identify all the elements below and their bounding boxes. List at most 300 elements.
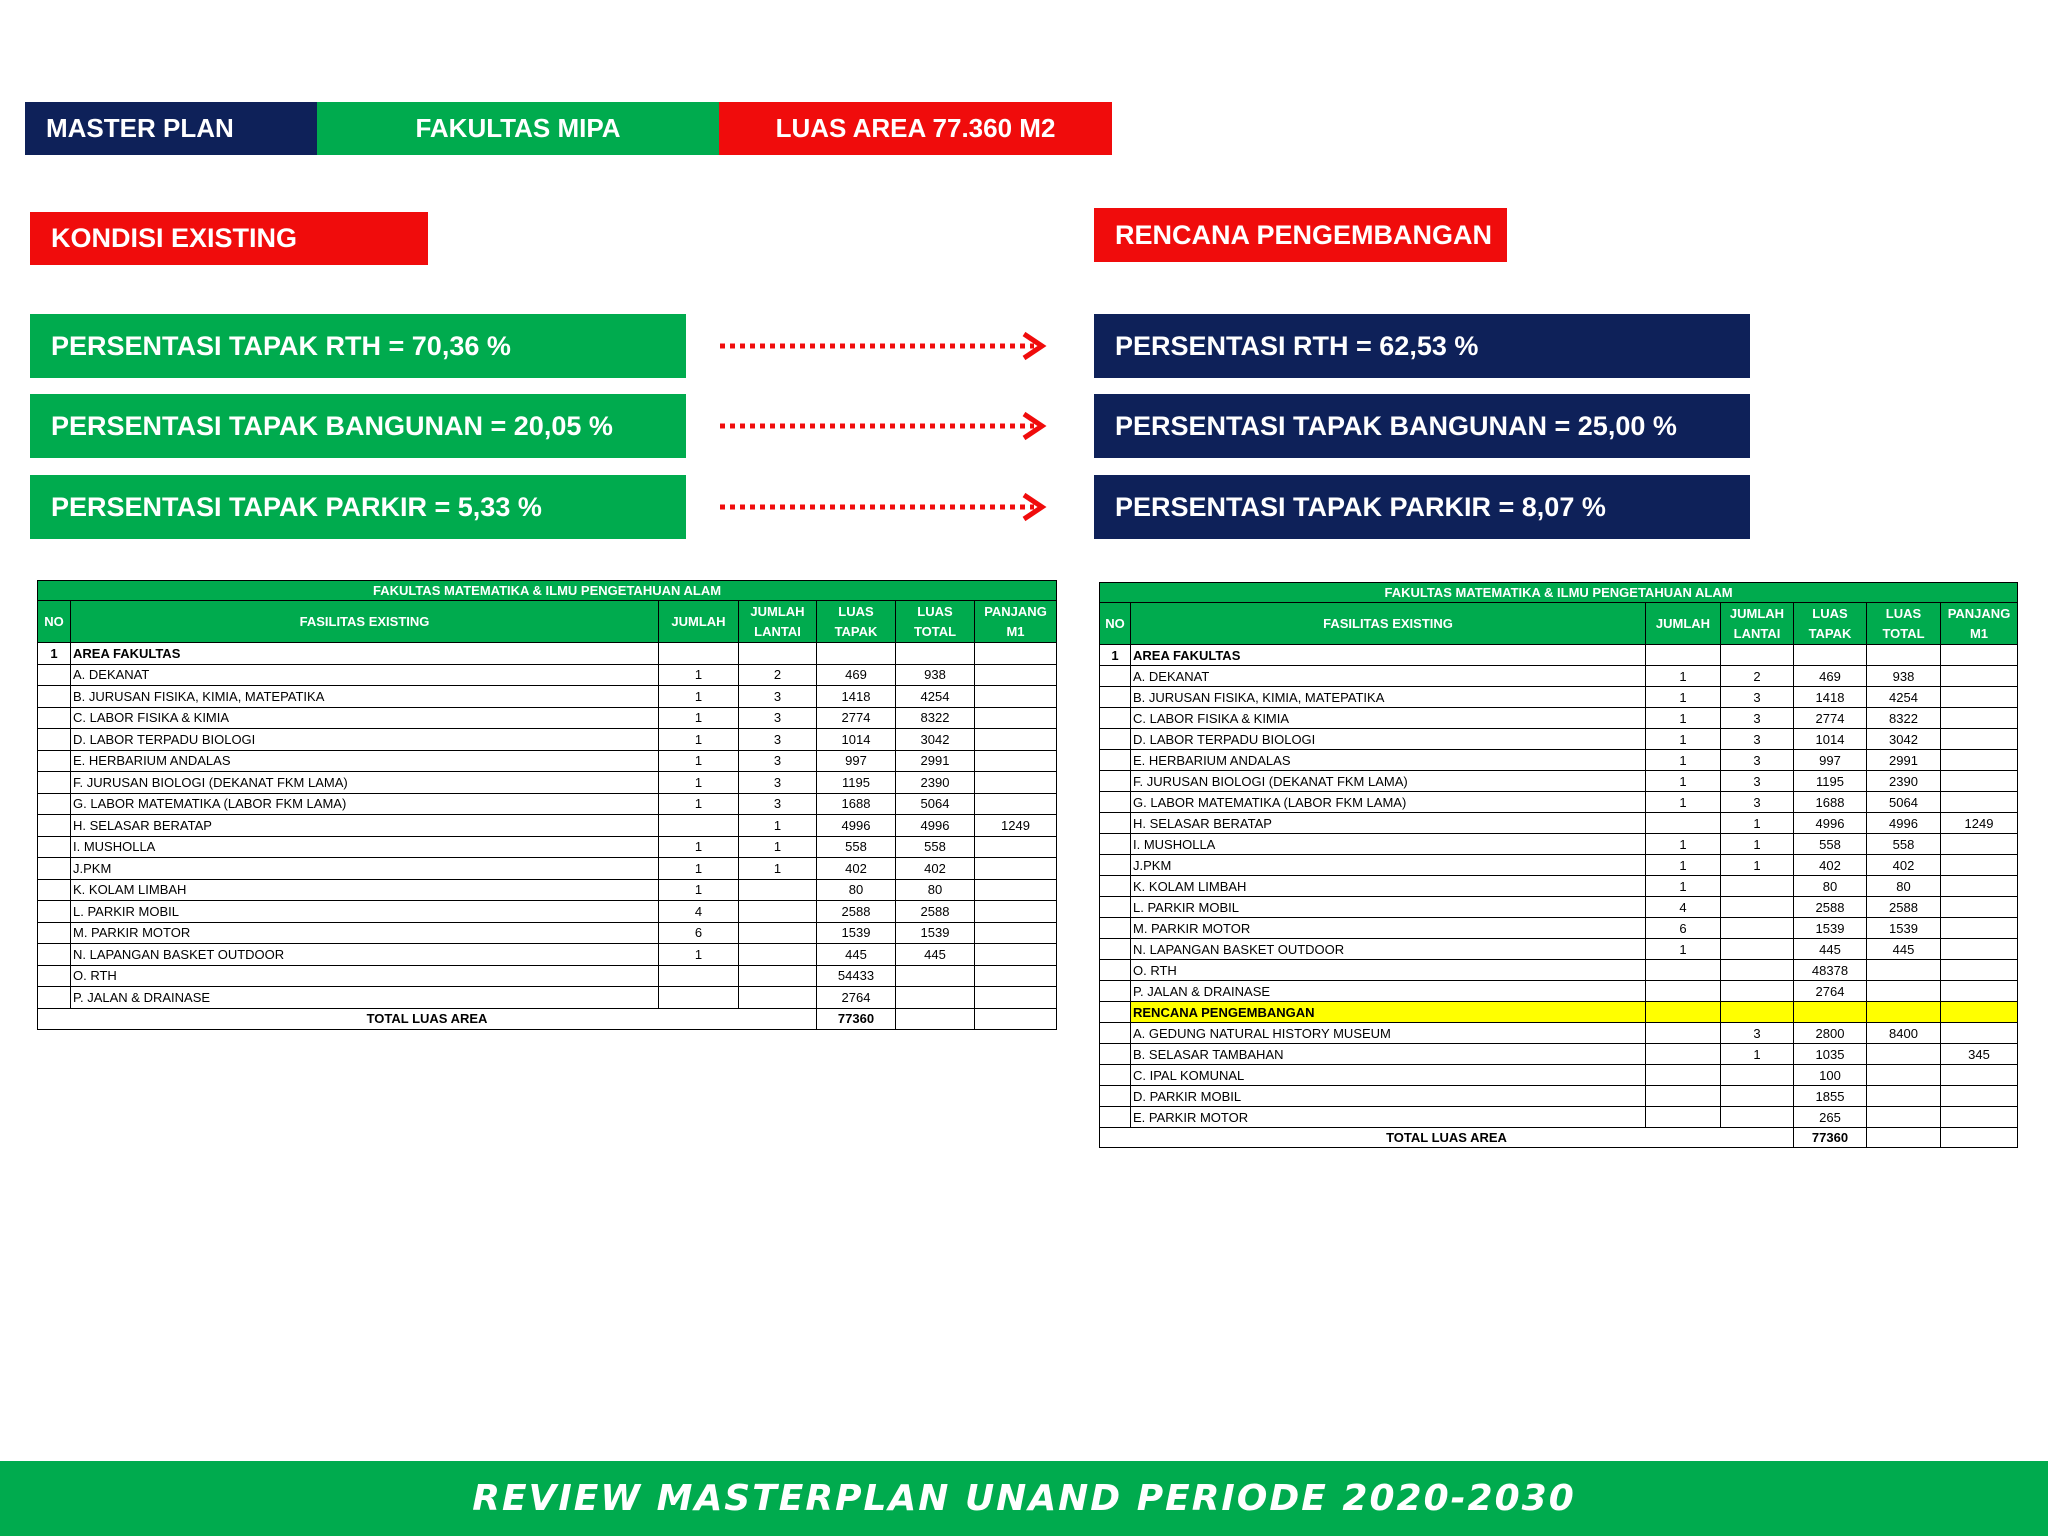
table-cell: 938 (1867, 666, 1941, 687)
table-cell: 558 (817, 836, 896, 858)
table-cell (1941, 645, 2018, 666)
table-cell: 3042 (1867, 729, 1941, 750)
table-cell (1646, 645, 1721, 666)
facility-name: A. DEKANAT (71, 664, 659, 686)
table-cell (975, 879, 1057, 901)
column-header: JUMLAH LANTAI (1721, 603, 1794, 645)
table-cell (1100, 1086, 1131, 1107)
existing-stat-parkir: PERSENTASI TAPAK PARKIR = 5,33 % (30, 475, 686, 539)
table-cell: 2390 (896, 772, 975, 794)
plan-stat-parkir: PERSENTASI TAPAK PARKIR = 8,07 % (1094, 475, 1750, 539)
table-cell (38, 750, 71, 772)
table-cell: 4996 (896, 815, 975, 837)
facility-name: G. LABOR MATEMATIKA (LABOR FKM LAMA) (1131, 792, 1646, 813)
table-cell (38, 922, 71, 944)
existing-section-label: KONDISI EXISTING (30, 212, 428, 265)
table-cell: 445 (896, 944, 975, 966)
table-cell (1100, 834, 1131, 855)
facility-name: RENCANA PENGEMBANGAN (1131, 1002, 1646, 1023)
facility-name: J.PKM (71, 858, 659, 880)
table-cell: 3 (1721, 729, 1794, 750)
facility-name: M. PARKIR MOTOR (1131, 918, 1646, 939)
table-cell (896, 965, 975, 987)
table-row (1100, 834, 2018, 855)
table-cell (1794, 1002, 1867, 1023)
table-cell: 4996 (1867, 813, 1941, 834)
table-cell: 1 (659, 707, 739, 729)
table-cell (38, 686, 71, 708)
table-cell: 8400 (1867, 1023, 1941, 1044)
table-cell (38, 793, 71, 815)
table-cell: 558 (1867, 834, 1941, 855)
table-cell: 1 (659, 793, 739, 815)
table-cell: 2991 (1867, 750, 1941, 771)
table-row (1100, 750, 2018, 771)
table-cell: 3042 (896, 729, 975, 751)
table-cell: 997 (1794, 750, 1867, 771)
table-cell (1721, 645, 1794, 666)
table-row (1100, 1002, 2018, 1023)
table-cell (975, 664, 1057, 686)
table-cell (1646, 960, 1721, 981)
table-row (38, 686, 1057, 708)
table-cell (975, 729, 1057, 751)
table-cell: 2588 (817, 901, 896, 923)
table-cell: 1035 (1794, 1044, 1867, 1065)
table-cell (1941, 792, 2018, 813)
column-header: JUMLAH (659, 601, 739, 643)
table-cell (1867, 981, 1941, 1002)
table-cell: 2774 (817, 707, 896, 729)
table-cell: 2588 (1867, 897, 1941, 918)
table-cell (38, 707, 71, 729)
table-cell: 1 (1646, 729, 1721, 750)
table-row (38, 729, 1057, 751)
table-cell: 1855 (1794, 1086, 1867, 1107)
table-cell (1100, 1065, 1131, 1086)
table-cell (1100, 750, 1131, 771)
table-cell: 54433 (817, 965, 896, 987)
table-row (1100, 729, 2018, 750)
table-cell (1941, 1065, 2018, 1086)
table-cell (1646, 1023, 1721, 1044)
table-cell (1100, 1107, 1131, 1128)
table-cell: 1 (1646, 708, 1721, 729)
table-row (38, 750, 1057, 772)
facility-name: K. KOLAM LIMBAH (71, 879, 659, 901)
table-row (1100, 645, 2018, 666)
table-cell (1941, 897, 2018, 918)
table-cell: 4254 (1867, 687, 1941, 708)
table-cell: 445 (1794, 939, 1867, 960)
facility-name: D. LABOR TERPADU BIOLOGI (1131, 729, 1646, 750)
table-cell (1721, 939, 1794, 960)
table-cell (739, 922, 817, 944)
column-header: PANJANG M1 (975, 601, 1057, 643)
table-cell (975, 858, 1057, 880)
arrow-right-icon (718, 406, 1048, 446)
table-row (1100, 1086, 2018, 1107)
table-cell: 1 (659, 879, 739, 901)
table-cell: 1 (1100, 645, 1131, 666)
table-row (1100, 918, 2018, 939)
table-row (38, 987, 1057, 1009)
facility-name: C. LABOR FISIKA & KIMIA (71, 707, 659, 729)
table-cell: 402 (1867, 855, 1941, 876)
table-cell (1100, 918, 1131, 939)
table-cell: 2390 (1867, 771, 1941, 792)
table-cell (975, 686, 1057, 708)
table-cell (38, 772, 71, 794)
table-cell: 4 (1646, 897, 1721, 918)
table-cell: 402 (1794, 855, 1867, 876)
table-cell: 80 (817, 879, 896, 901)
facility-name: A. DEKANAT (1131, 666, 1646, 687)
table-cell: 1 (1646, 939, 1721, 960)
table-row (1100, 792, 2018, 813)
table-cell: 2991 (896, 750, 975, 772)
table-cell (1941, 939, 2018, 960)
table-cell (659, 965, 739, 987)
table-cell (1941, 834, 2018, 855)
table-cell: 1 (659, 858, 739, 880)
table-cell (739, 965, 817, 987)
plan-section-label: RENCANA PENGEMBANGAN (1094, 208, 1507, 262)
table-cell (1941, 918, 2018, 939)
table-cell: 1 (1646, 750, 1721, 771)
table-cell (1100, 855, 1131, 876)
table-row (38, 922, 1057, 944)
plan-stat-rth: PERSENTASI RTH = 62,53 % (1094, 314, 1750, 378)
table-cell: 1 (1646, 687, 1721, 708)
table-cell (1721, 1002, 1794, 1023)
table-cell (38, 836, 71, 858)
table-cell: 2774 (1794, 708, 1867, 729)
facility-name: I. MUSHOLLA (71, 836, 659, 858)
table-cell (1867, 1107, 1941, 1128)
table-cell (1100, 771, 1131, 792)
table-row (38, 965, 1057, 987)
table-cell (1100, 939, 1131, 960)
table-cell (975, 836, 1057, 858)
table-cell (1941, 729, 2018, 750)
table-cell (1867, 1044, 1941, 1065)
table-row (1100, 855, 2018, 876)
table-cell: 3 (739, 793, 817, 815)
table-cell: 8322 (1867, 708, 1941, 729)
table-cell: 1 (1646, 855, 1721, 876)
facility-name: C. LABOR FISIKA & KIMIA (1131, 708, 1646, 729)
table-row (1100, 939, 2018, 960)
table-cell (1941, 708, 2018, 729)
table-cell: 3 (1721, 1023, 1794, 1044)
table-cell (1941, 687, 2018, 708)
table-cell (1100, 792, 1131, 813)
total-value: 77360 (817, 1008, 896, 1029)
facility-name: L. PARKIR MOBIL (71, 901, 659, 923)
table-cell: 1 (1721, 1044, 1794, 1065)
facility-name: E. PARKIR MOTOR (1131, 1107, 1646, 1128)
table-cell: 558 (1794, 834, 1867, 855)
table-row (1100, 897, 2018, 918)
table-cell: 1 (659, 772, 739, 794)
table-cell: 48378 (1794, 960, 1867, 981)
table-cell: 6 (659, 922, 739, 944)
area-label: LUAS AREA 77.360 M2 (719, 102, 1112, 155)
column-header: LUAS TAPAK (1794, 603, 1867, 645)
facility-name: P. JALAN & DRAINASE (71, 987, 659, 1009)
footer-banner (0, 1461, 2048, 1536)
table-cell: 80 (1794, 876, 1867, 897)
table-row (1100, 1044, 2018, 1065)
table-cell: 5064 (1867, 792, 1941, 813)
table-cell (38, 987, 71, 1009)
table-cell (1646, 813, 1721, 834)
table-cell (1721, 960, 1794, 981)
table-cell (739, 901, 817, 923)
table-row (38, 664, 1057, 686)
table-cell: 3 (1721, 687, 1794, 708)
table-cell: 4 (659, 901, 739, 923)
table-cell (1941, 666, 2018, 687)
column-header: LUAS TAPAK (817, 601, 896, 643)
table-cell: 1 (739, 815, 817, 837)
table-cell: 80 (896, 879, 975, 901)
masterplan-label: MASTER PLAN (25, 102, 317, 155)
table-cell: 2800 (1794, 1023, 1867, 1044)
table-cell: 265 (1794, 1107, 1867, 1128)
table-cell: 1 (659, 836, 739, 858)
table-cell (975, 707, 1057, 729)
table-cell (1721, 1107, 1794, 1128)
table-cell: 3 (739, 686, 817, 708)
table-cell: 2588 (896, 901, 975, 923)
table-cell: 1 (1646, 876, 1721, 897)
table-cell: 3 (1721, 792, 1794, 813)
table-cell: 1195 (1794, 771, 1867, 792)
table-row (38, 836, 1057, 858)
table-cell: 402 (817, 858, 896, 880)
table-cell: 1014 (817, 729, 896, 751)
table-cell (1721, 981, 1794, 1002)
table-row (38, 901, 1057, 923)
table-cell (975, 793, 1057, 815)
table-cell (1100, 960, 1131, 981)
table-cell: 469 (817, 664, 896, 686)
table-cell: 1539 (896, 922, 975, 944)
table-cell (1646, 1065, 1721, 1086)
table-cell: 1 (1646, 792, 1721, 813)
table-cell (1721, 876, 1794, 897)
facility-name: E. HERBARIUM ANDALAS (1131, 750, 1646, 771)
facility-name: O. RTH (1131, 960, 1646, 981)
table-cell (1100, 1044, 1131, 1065)
column-header: FASILITAS EXISTING (1131, 603, 1646, 645)
table-cell (659, 643, 739, 665)
existing-stat-rth: PERSENTASI TAPAK RTH = 70,36 % (30, 314, 686, 378)
column-header: JUMLAH (1646, 603, 1721, 645)
table-cell (975, 750, 1057, 772)
table-cell (38, 944, 71, 966)
table-cell: 1418 (817, 686, 896, 708)
column-header: FASILITAS EXISTING (71, 601, 659, 643)
table-cell (975, 922, 1057, 944)
table-cell (975, 643, 1057, 665)
table-cell: 1 (1646, 834, 1721, 855)
table-cell (739, 987, 817, 1009)
table-cell (975, 901, 1057, 923)
total-value: 77360 (1794, 1128, 1867, 1148)
table-cell: 1 (659, 686, 739, 708)
table-cell (1867, 960, 1941, 981)
table-cell (1100, 666, 1131, 687)
table-cell: 1 (659, 944, 739, 966)
table-row (38, 815, 1057, 837)
table-cell (1721, 897, 1794, 918)
table-row (1100, 981, 2018, 1002)
table-cell (1100, 897, 1131, 918)
table-cell: 1688 (817, 793, 896, 815)
table-row (38, 879, 1057, 901)
table-cell: 1418 (1794, 687, 1867, 708)
table-cell: 1688 (1794, 792, 1867, 813)
table-cell (975, 944, 1057, 966)
table-row (38, 707, 1057, 729)
table-cell (38, 901, 71, 923)
table-cell (1941, 1086, 2018, 1107)
table-cell: 4254 (896, 686, 975, 708)
table-cell: 3 (739, 707, 817, 729)
existing-stat-bangunan: PERSENTASI TAPAK BANGUNAN = 20,05 % (30, 394, 686, 458)
table-row (1100, 1065, 2018, 1086)
table-cell: 469 (1794, 666, 1867, 687)
table-cell (975, 987, 1057, 1009)
table-cell: 1014 (1794, 729, 1867, 750)
table-cell (1646, 1002, 1721, 1023)
faculty-label: FAKULTAS MIPA (317, 102, 719, 155)
total-label: TOTAL LUAS AREA (38, 1008, 817, 1029)
table-cell: 445 (1867, 939, 1941, 960)
existing-facilities-table (37, 580, 1057, 1030)
table-cell (1941, 1107, 2018, 1128)
table-row (1100, 813, 2018, 834)
plan-stat-bangunan: PERSENTASI TAPAK BANGUNAN = 25,00 % (1094, 394, 1750, 458)
table-cell: 1 (1721, 834, 1794, 855)
table-cell (1941, 981, 2018, 1002)
table-cell (817, 643, 896, 665)
table-cell: 5064 (896, 793, 975, 815)
facility-name: N. LAPANGAN BASKET OUTDOOR (71, 944, 659, 966)
table-cell (1941, 960, 2018, 981)
table-row (1100, 1107, 2018, 1128)
table-cell: 100 (1794, 1065, 1867, 1086)
facility-name: N. LAPANGAN BASKET OUTDOOR (1131, 939, 1646, 960)
table-row (38, 772, 1057, 794)
table-row (38, 858, 1057, 880)
table-cell (1721, 918, 1794, 939)
table-cell (975, 965, 1057, 987)
table-cell (1941, 855, 2018, 876)
facility-name: E. HERBARIUM ANDALAS (71, 750, 659, 772)
table-title: FAKULTAS MATEMATIKA & ILMU PENGETAHUAN ALAM (1100, 583, 2018, 603)
table-row (38, 643, 1057, 665)
facility-name: J.PKM (1131, 855, 1646, 876)
table-cell: 1249 (975, 815, 1057, 837)
table-cell (1867, 1065, 1941, 1086)
table-cell: 345 (1941, 1044, 2018, 1065)
table-cell (1100, 1023, 1131, 1044)
table-cell: 3 (1721, 708, 1794, 729)
table-cell (896, 987, 975, 1009)
facility-name: O. RTH (71, 965, 659, 987)
facility-name: F. JURUSAN BIOLOGI (DEKANAT FKM LAMA) (71, 772, 659, 794)
column-header: JUMLAH LANTAI (739, 601, 817, 643)
facility-name: D. PARKIR MOBIL (1131, 1086, 1646, 1107)
table-cell (38, 965, 71, 987)
table-row (1100, 876, 2018, 897)
table-cell: 938 (896, 664, 975, 686)
table-cell: 1 (739, 858, 817, 880)
table-cell (1100, 1002, 1131, 1023)
table-cell: 1 (1721, 855, 1794, 876)
table-cell: 558 (896, 836, 975, 858)
table-cell: 1539 (817, 922, 896, 944)
table-cell: 1539 (1794, 918, 1867, 939)
table-cell: 2764 (1794, 981, 1867, 1002)
table-cell (38, 664, 71, 686)
table-cell: 6 (1646, 918, 1721, 939)
table-row (1100, 687, 2018, 708)
facility-name: B. JURUSAN FISIKA, KIMIA, MATEPATIKA (1131, 687, 1646, 708)
table-row (1100, 708, 2018, 729)
table-cell: 1 (659, 729, 739, 751)
facility-name: H. SELASAR BERATAP (1131, 813, 1646, 834)
table-cell (1100, 813, 1131, 834)
table-row (1100, 666, 2018, 687)
table-cell: 2 (739, 664, 817, 686)
facility-name: P. JALAN & DRAINASE (1131, 981, 1646, 1002)
table-cell (659, 987, 739, 1009)
table-cell: 4996 (1794, 813, 1867, 834)
table-cell (896, 643, 975, 665)
table-cell (38, 879, 71, 901)
facility-name: H. SELASAR BERATAP (71, 815, 659, 837)
table-cell (1646, 1044, 1721, 1065)
table-cell: 1 (1646, 771, 1721, 792)
table-cell (975, 772, 1057, 794)
facility-name: G. LABOR MATEMATIKA (LABOR FKM LAMA) (71, 793, 659, 815)
table-cell (1867, 645, 1941, 666)
column-header: PANJANG M1 (1941, 603, 2018, 645)
column-header: NO (38, 601, 71, 643)
column-header: LUAS TOTAL (1867, 603, 1941, 645)
table-cell: 2764 (817, 987, 896, 1009)
facility-name: B. SELASAR TAMBAHAN (1131, 1044, 1646, 1065)
table-cell: 3 (1721, 771, 1794, 792)
facility-name: C. IPAL KOMUNAL (1131, 1065, 1646, 1086)
table-cell: 3 (739, 729, 817, 751)
table-cell (1794, 645, 1867, 666)
table-cell: 1 (659, 750, 739, 772)
facility-name: D. LABOR TERPADU BIOLOGI (71, 729, 659, 751)
table-cell (1100, 687, 1131, 708)
table-row (1100, 1023, 2018, 1044)
table-cell (1721, 1086, 1794, 1107)
table-cell (1941, 1002, 2018, 1023)
table-cell (1867, 1086, 1941, 1107)
table-cell (1100, 981, 1131, 1002)
table-cell (38, 858, 71, 880)
